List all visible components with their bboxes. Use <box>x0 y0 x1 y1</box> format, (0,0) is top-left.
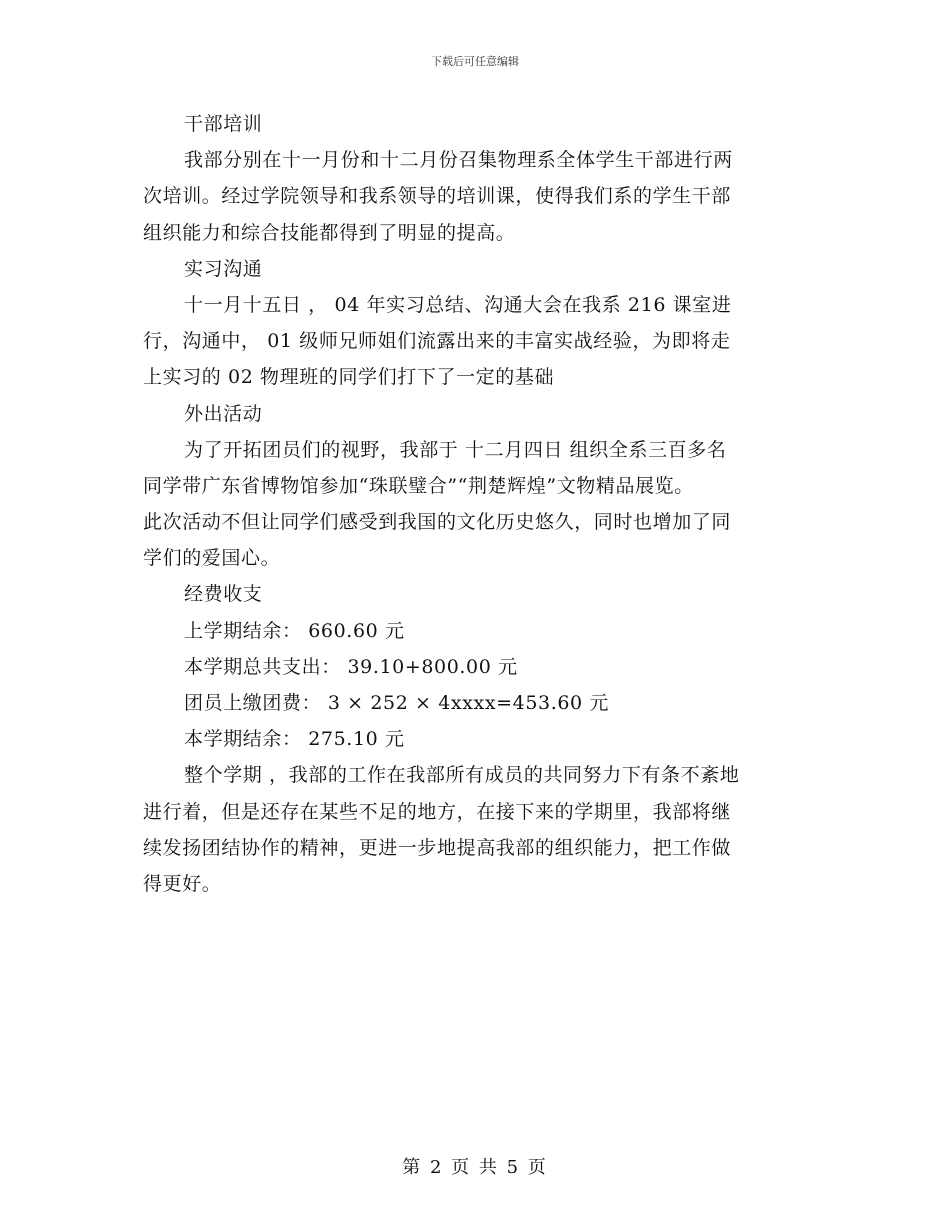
finance-item: 本学期结余： 275.10 元 <box>184 728 405 751</box>
section-heading-outing: 外出活动 <box>184 402 263 425</box>
paragraph-line: 组织能力和综合技能都得到了明显的提高。 <box>143 221 516 244</box>
paragraph-line: 我部分别在十一月份和十二月份召集物理系全体学生干部进行两 <box>184 149 733 172</box>
finance-item: 上学期结余： 660.60 元 <box>184 619 405 642</box>
paragraph-line: 得更好。 <box>143 872 222 895</box>
paragraph-line: 同学带广东省博物馆参加“珠联璧合”“荆楚辉煌”文物精品展览。 <box>143 474 694 497</box>
paragraph-line: 此次活动不但让同学们感受到我国的文化历史悠久，同时也增加了同 <box>143 511 732 534</box>
document-body <box>143 106 809 902</box>
paragraph-line: 十一月十五日 ， 04 年实习总结、沟通大会在我系 216 课室进 <box>184 293 732 316</box>
section-heading-finances: 经费收支 <box>184 583 263 606</box>
paragraph-line: 为了开拓团员们的视野，我部于 十二月四日 组织全系三百多名 <box>184 438 727 461</box>
section-heading-internship: 实习沟通 <box>184 257 263 280</box>
paragraph-line: 次培训。经过学院领导和我系领导的培训课，使得我们系的学生干部 <box>143 185 732 208</box>
finance-item: 团员上缴团费： 3 × 252 × 4xxxx=453.60 元 <box>184 692 609 714</box>
paragraph-line: 学们的爱国心。 <box>143 547 281 570</box>
paragraph-line: 行，沟通中， 01 级师兄师姐们流露出来的丰富实战经验，为即将走 <box>143 330 731 353</box>
paragraph-line: 续发扬团结协作的精神，更进一步地提高我部的组织能力，把工作做 <box>143 836 732 859</box>
page-number: 第 2 页 共 5 页 <box>402 1157 548 1178</box>
finance-item: 本学期总共支出： 39.10+800.00 元 <box>184 655 518 678</box>
page-header: 下载后可任意编辑 <box>431 55 519 68</box>
paragraph-line: 进行着，但是还存在某些不足的地方，在接下来的学期里，我部将继 <box>143 800 732 823</box>
paragraph-line: 整个学期 ，我部的工作在我部所有成员的共同努力下有条不紊地 <box>184 764 740 787</box>
paragraph-line: 上实习的 02 物理班的同学们打下了一定的基础 <box>143 366 555 389</box>
section-heading-cadre-training: 干部培训 <box>184 113 263 135</box>
